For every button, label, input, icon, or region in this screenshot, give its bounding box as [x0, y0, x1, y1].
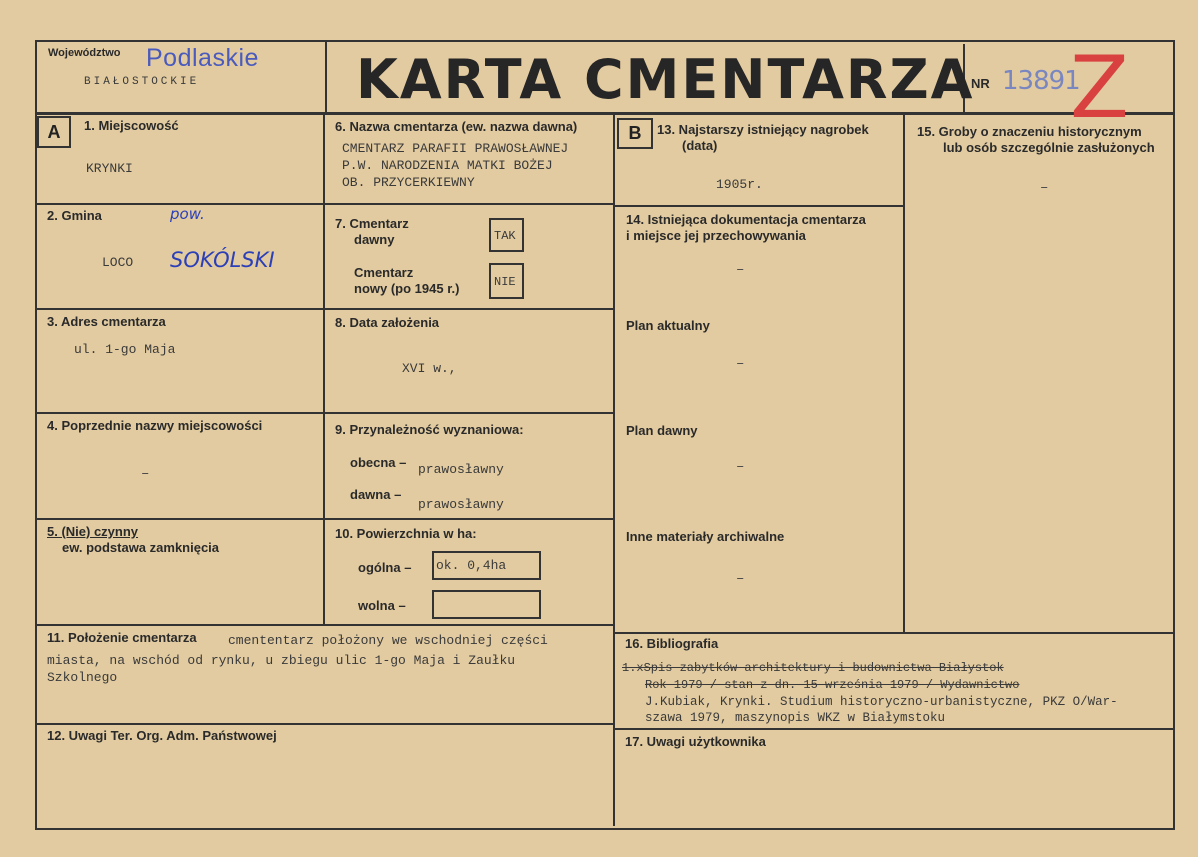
field-9-former-value: prawosławny [418, 497, 504, 512]
plan-current-label: Plan aktualny [626, 318, 710, 333]
field-7-label-2: dawny [354, 232, 395, 247]
field-11-line-1: cmententarz położony we wschodniej części [228, 633, 548, 648]
field-15-label-2: lub osób szczególnie zasłużonych [943, 140, 1155, 155]
field-7-new-box [489, 263, 524, 299]
field-9-current-value: prawosławny [418, 462, 504, 477]
other-materials-value: – [736, 571, 745, 587]
field-4-value: – [141, 466, 150, 482]
field-16-label: 16. Bibliografia [625, 636, 719, 651]
field-10-free-box [432, 590, 541, 619]
field-10-total-box [432, 551, 541, 580]
divider [325, 40, 327, 115]
field-11-line-3: Szkolnego [47, 670, 118, 685]
field-7-label: 7. Cmentarz [335, 216, 409, 231]
field-12-label: 12. Uwagi Ter. Org. Adm. Państwowej [47, 728, 277, 743]
wojewodztwo-label: Województwo [48, 47, 121, 59]
field-2-value: LOCO [102, 255, 134, 270]
bibliography-line-3: J.Kubiak, Krynki. Studium historyczno-urbanistyczne, PKZ O/War- [645, 695, 1118, 709]
page-title: KARTA CMENTARZA [356, 48, 975, 111]
field-2-hand-value: SOKÓLSKI [170, 248, 275, 272]
field-8-label: 8. Data założenia [335, 315, 440, 330]
divider [323, 114, 325, 624]
divider [35, 308, 615, 310]
divider [35, 412, 615, 414]
field-13-label: 13. Najstarszy istniejący nagrobek [657, 122, 869, 137]
wojewodztwo-stamp: Podlaskie [146, 44, 259, 72]
field-15-label: 15. Groby o znaczeniu historycznym [917, 124, 1142, 139]
field-10-label: 10. Powierzchnia w ha: [335, 526, 477, 541]
field-14-label: 14. Istniejąca dokumentacja cmentarza [626, 212, 866, 227]
field-1-value: KRYNKI [86, 161, 133, 176]
divider [613, 114, 615, 826]
field-7-old-box [489, 218, 524, 252]
field-13-value: 1905r. [716, 177, 763, 192]
nr-value: 13891 [1002, 66, 1080, 96]
divider [35, 624, 615, 626]
plan-current-value: – [736, 356, 745, 372]
divider [35, 203, 615, 205]
field-11-line-2: miasta, na wschód od rynku, u zbiegu ulic 1-go Maja i Zaułku [47, 653, 516, 668]
field-9-label: 9. Przynależność wyznaniowa: [335, 422, 524, 437]
field-7-old-value: TAK [494, 229, 516, 243]
divider [35, 723, 615, 725]
section-letter-a: A [37, 116, 71, 148]
divider [613, 205, 905, 207]
wojewodztwo-old: BIAŁOSTOCKIE [84, 76, 200, 88]
field-7-new-label-2: nowy (po 1945 r.) [354, 281, 460, 296]
plan-old-label: Plan dawny [626, 423, 698, 438]
field-6-line-1: CMENTARZ PARAFII PRAWOSŁAWNEJ [342, 141, 569, 156]
field-4-label: 4. Poprzednie nazwy miejscowości [47, 418, 263, 433]
divider [35, 518, 615, 520]
divider [903, 114, 905, 632]
field-15-value: – [1040, 180, 1049, 196]
field-3-value: ul. 1-go Maja [74, 342, 176, 357]
divider [613, 728, 1175, 730]
field-10-total-value: ok. 0,4ha [436, 558, 507, 573]
divider [613, 632, 1175, 634]
field-2-label: 2. Gmina [47, 208, 102, 223]
field-6-line-2: P.W. NARODZENIA MATKI BOŻEJ [342, 158, 553, 173]
field-5-label: 5. (Nie) czynny [47, 524, 139, 539]
card-frame [35, 40, 1175, 830]
field-10-total-label: ogólna – [358, 560, 412, 575]
section-letter-b: B [617, 118, 653, 149]
plan-old-value: – [736, 459, 745, 475]
field-13-label-2: (data) [682, 138, 718, 153]
field-2-hand-top: pow. [170, 205, 205, 223]
field-7-new-label: Cmentarz [354, 265, 414, 280]
field-14-label-2: i miejsce jej przechowywania [626, 228, 806, 243]
bibliography-line-4: szawa 1979, maszynopis WKZ w Białymstoku [645, 711, 946, 725]
nr-label: NR [971, 76, 990, 91]
other-materials-label: Inne materiały archiwalne [626, 529, 785, 544]
field-6-line-3: OB. PRZYCERKIEWNY [342, 175, 475, 190]
field-1-label: 1. Miejscowość [84, 118, 179, 133]
field-7-new-value: NIE [494, 275, 516, 289]
divider [35, 112, 1175, 115]
field-10-free-label: wolna – [358, 598, 406, 613]
field-5-label-2: ew. podstawa zamknięcia [62, 540, 220, 555]
field-9-current-label: obecna – [350, 455, 407, 470]
field-8-value: XVI w., [402, 361, 457, 376]
field-11-label: 11. Położenie cmentarza [47, 630, 197, 645]
field-14-value: – [736, 262, 745, 278]
field-9-former-label: dawna – [350, 487, 402, 502]
nr-letter: Z [1070, 38, 1129, 138]
field-3-label: 3. Adres cmentarza [47, 314, 166, 329]
bibliography-struck-1: 1.xSpis zabytków architektury i budownictwa Białystok [622, 661, 1004, 675]
field-6-label: 6. Nazwa cmentarza (ew. nazwa dawna) [335, 119, 578, 134]
bibliography-struck-2: Rok 1979 / stan z dn. 15 września 1979 / Wydawnictwo [645, 678, 1020, 692]
field-17-label: 17. Uwagi użytkownika [625, 734, 766, 749]
